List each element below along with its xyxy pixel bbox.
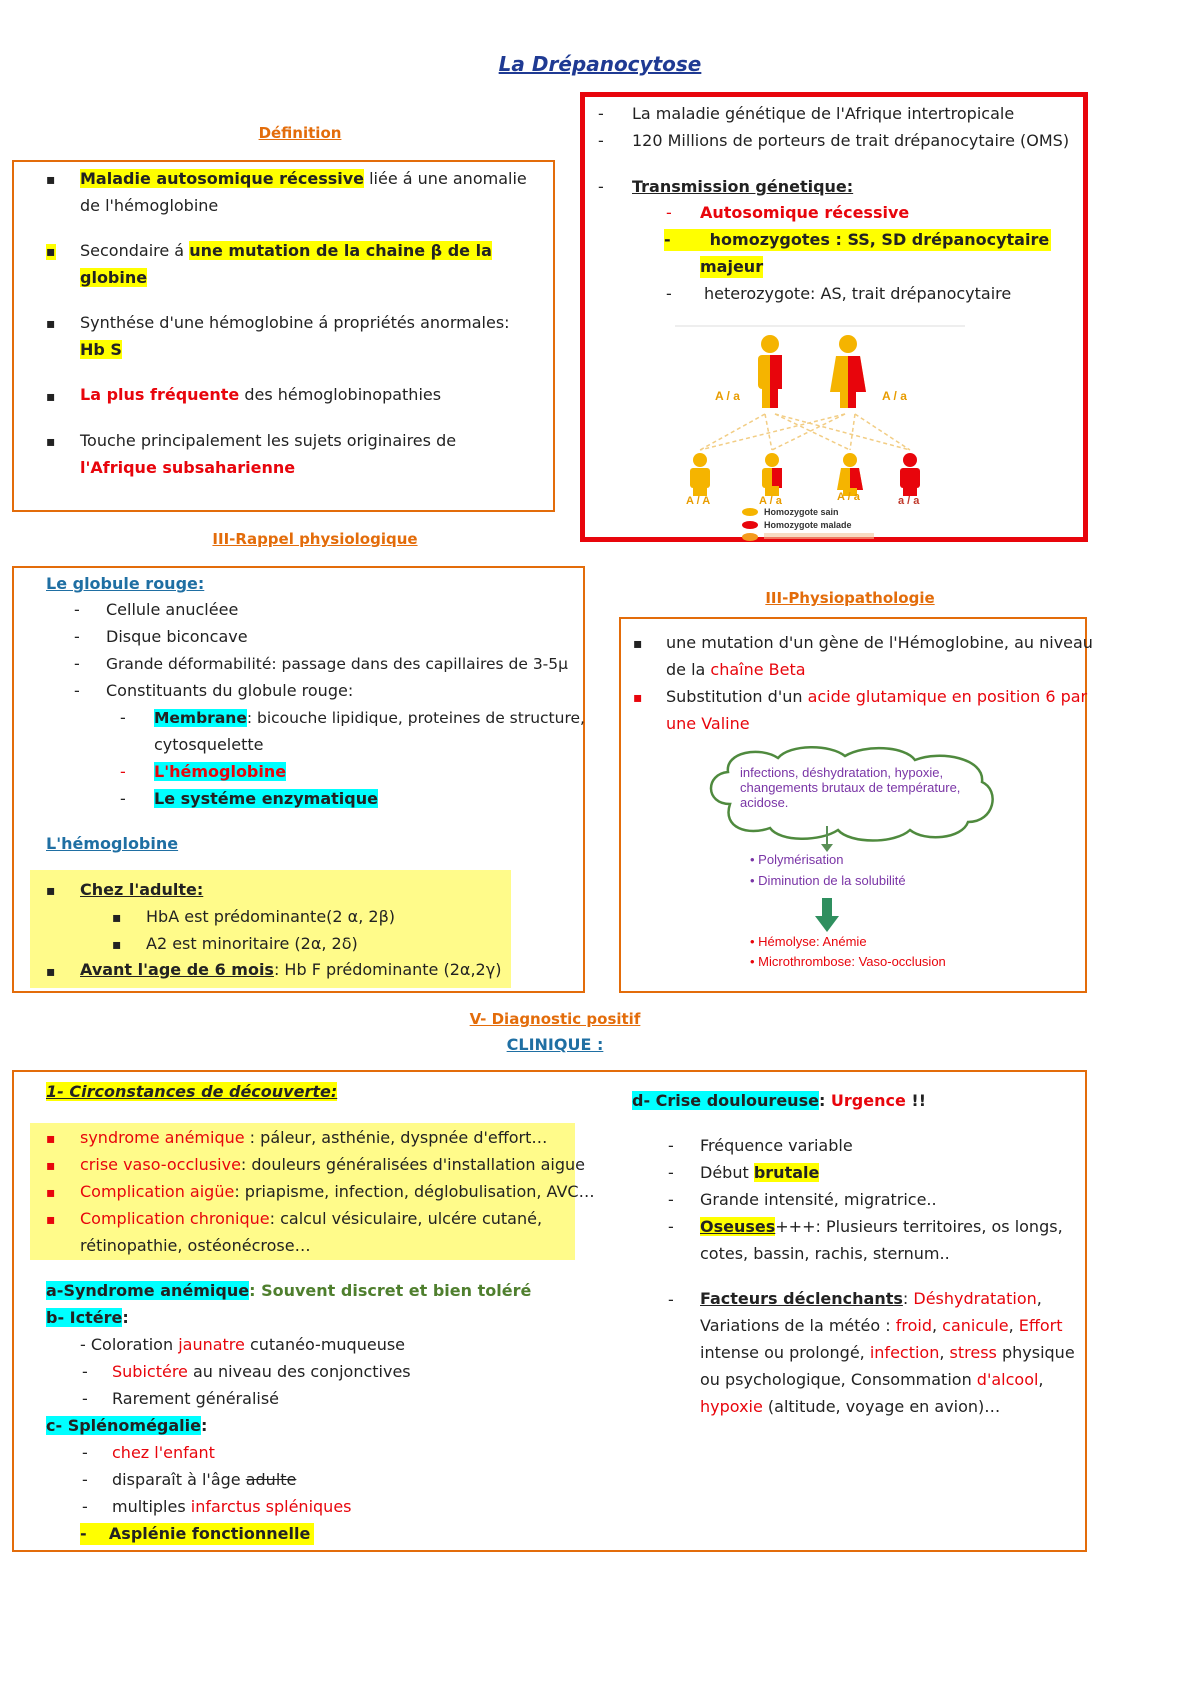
homozygotes: - homozygotes : SS, SD drépanocytaire: [664, 230, 1050, 249]
definition-heading: Définition: [258, 124, 342, 142]
parent-right-icon: [830, 335, 866, 408]
dash: -: [74, 600, 80, 619]
ictere-item: - Coloration jaunatre cutanéo-muqueuse: [80, 1335, 406, 1354]
child-carrier-icon: [762, 453, 782, 496]
child-genotype: a / a: [898, 495, 920, 507]
hemolyse: • Hémolyse: Anémie: [750, 934, 867, 949]
dash: -: [598, 104, 604, 123]
crise-item-cont: cotes, bassin, rachis, sternum..: [700, 1244, 950, 1263]
dash: -: [666, 203, 672, 222]
pp-item-1-cont: de la chaîne Beta: [666, 660, 806, 679]
crise-item: Fréquence variable: [700, 1136, 853, 1155]
bullet: ▪: [112, 910, 122, 926]
dash: -: [74, 627, 80, 646]
dash: -: [666, 284, 672, 303]
gen-line-1: La maladie génétique de l'Afrique intertropicale: [632, 104, 1015, 123]
bullet: ▪: [112, 937, 122, 953]
parent-left-icon: [758, 335, 782, 408]
parent-left-genotype: A / a: [715, 389, 740, 403]
def-item-5-cont: l'Afrique subsaharienne: [80, 458, 296, 477]
dash: -: [668, 1217, 674, 1236]
circ-item: crise vaso-occlusive: douleurs généralisées d'installation aigue: [80, 1155, 585, 1174]
dash: -: [598, 131, 604, 150]
inheritance-diagram: [670, 322, 970, 542]
bullet: ▪: [633, 690, 643, 706]
def-item-1: Maladie autosomique récessive liée á une anomalie: [80, 169, 527, 188]
def-item-2: Secondaire á une mutation de la chaine β de la: [80, 241, 492, 260]
autosomique-recessive: Autosomique récessive: [700, 203, 910, 222]
bullet: ▪: [46, 964, 56, 980]
crise-item: Grande intensité, migratrice..: [700, 1190, 937, 1209]
circ-item: syndrome anémique : páleur, asthénie, dyspnée d'effort…: [80, 1128, 548, 1147]
circonstances-title: 1- Circonstances de découverte:: [46, 1082, 338, 1101]
membrane-item: Membrane: bicouche lipidique, proteines de structure,: [154, 709, 585, 727]
bullet: ▪: [46, 1185, 56, 1201]
dash: -: [82, 1362, 88, 1381]
ictere-item: Rarement généralisé: [112, 1389, 280, 1408]
dash: -: [668, 1163, 674, 1182]
facteurs-line: Variations de la météo : froid, canicule, Effort: [700, 1316, 1063, 1335]
hemoglobine-title: L'hémoglobine: [46, 834, 179, 853]
legend-healthy: Homozygote sain: [764, 507, 839, 517]
transmission-title: Transmission génetique:: [632, 177, 854, 196]
facteurs-line: intense ou prolongé, infection, stress physique: [700, 1343, 1075, 1362]
facteurs-line: ou psychologique, Consommation d'alcool,: [700, 1370, 1044, 1389]
dash: -: [82, 1389, 88, 1408]
polymerisation: • Polymérisation: [750, 852, 844, 867]
circ-item: Complication chronique: calcul vésiculaire, ulcére cutané,: [80, 1209, 543, 1228]
legend-sick: Homozygote malade: [764, 520, 852, 530]
dash: -: [74, 681, 80, 700]
majeur: majeur: [700, 257, 764, 276]
dash: -: [82, 1443, 88, 1462]
diagnostic-heading: V- Diagnostic positif: [469, 1010, 641, 1028]
splenomegalie-title: c- Splénomégalie:: [46, 1416, 208, 1435]
gr-item: Cellule anucléee: [106, 600, 239, 619]
gr-item: Constituants du globule rouge:: [106, 681, 354, 700]
bullet: ▪: [46, 244, 56, 260]
bullet: ▪: [46, 1131, 56, 1147]
child-genotype: A / a: [759, 495, 782, 507]
a2-line: A2 est minoritaire (2α, 2δ): [146, 934, 358, 953]
membrane-cont: cytosquelette: [154, 735, 264, 754]
gr-item: Disque biconcave: [106, 627, 248, 646]
dash: -: [82, 1470, 88, 1489]
child-aa-healthy-icon: [690, 453, 710, 496]
dash: -: [668, 1136, 674, 1155]
spleno-item: chez l'enfant: [112, 1443, 215, 1462]
child-carrier-icon: [837, 453, 863, 496]
ictere-title: b- Ictére:: [46, 1308, 129, 1327]
bullet: ▪: [46, 1158, 56, 1174]
child-genotype: A / A: [686, 495, 711, 507]
bullet: ▪: [46, 1212, 56, 1228]
circ-item-cont: rétinopathie, ostéonécrose…: [80, 1236, 311, 1255]
enzymatique-item: Le systéme enzymatique: [154, 789, 378, 808]
dash: -: [668, 1190, 674, 1209]
dash: -: [74, 654, 80, 673]
bullet: ▪: [46, 389, 56, 405]
globule-rouge-title: Le globule rouge:: [46, 574, 205, 593]
dash: -: [668, 1290, 674, 1309]
crise-item: Oseuses+++: Plusieurs territoires, os longs,: [700, 1217, 1063, 1236]
microthrombose: • Microthrombose: Vaso-occlusion: [750, 954, 946, 969]
physiopath-heading: III-Physiopathologie: [765, 589, 935, 607]
crise-item: Début brutale: [700, 1163, 820, 1182]
def-item-5: Touche principalement les sujets originaires de: [80, 431, 457, 450]
heterozygote: heterozygote: AS, trait drépanocytaire: [704, 284, 1012, 303]
avant-6-mois: Avant l'age de 6 mois: Hb F prédominante (2α,2γ): [80, 960, 502, 979]
gr-item: Grande déformabilité: passage dans des capillaires de 3-5µ: [106, 655, 569, 673]
circ-item: Complication aigüe: priapisme, infection, déglobulisation, AVC…: [80, 1182, 595, 1201]
dash: -: [598, 177, 604, 196]
spleno-item: multiples infarctus spléniques: [112, 1497, 352, 1516]
hba-line: HbA est prédominante(2 α, 2β): [146, 907, 396, 926]
spleno-item: disparaît à l'âge adulte: [112, 1470, 297, 1489]
cloud-text: infections, déshydratation, hypoxie, changements brutaux de température, acidose.: [740, 765, 961, 810]
dash: -: [120, 789, 126, 808]
ictere-item: Subictére au niveau des conjonctives: [112, 1362, 411, 1381]
dash: -: [120, 762, 126, 781]
pp-item-2: Substitution d'un acide glutamique en position 6 par: [666, 687, 1088, 706]
parent-right-genotype: A / a: [882, 389, 907, 403]
gen-line-2: 120 Millions de porteurs de trait drépanocytaire (OMS): [632, 131, 1070, 150]
physio-heading: III-Rappel physiologique: [212, 530, 418, 548]
bullet: ▪: [633, 636, 643, 652]
dash: -: [120, 708, 126, 727]
child-sick-icon: [900, 453, 920, 496]
clinique-heading: CLINIQUE :: [506, 1035, 604, 1054]
diminution-solubilite: • Diminution de la solubilité: [750, 873, 906, 888]
child-genotype: A / a: [837, 491, 860, 503]
def-item-2-cont: globine: [80, 268, 148, 287]
bullet: ▪: [46, 316, 56, 332]
def-item-1-cont: de l'hémoglobine: [80, 196, 219, 215]
def-item-4: La plus fréquente des hémoglobinopathies: [80, 385, 442, 404]
facteurs-title: Facteurs déclenchants: Déshydratation,: [700, 1289, 1042, 1308]
crise-douloureuse-title: d- Crise douloureuse: Urgence !!: [632, 1091, 926, 1110]
facteurs-line: hypoxie (altitude, voyage en avion)…: [700, 1397, 1001, 1416]
hemoglobine-item: L'hémoglobine: [154, 762, 287, 781]
def-item-3-cont: Hb S: [80, 340, 122, 359]
syndrome-anemique: a-Syndrome anémique: Souvent discret et bien toléré: [46, 1281, 532, 1300]
bullet: ▪: [46, 172, 56, 188]
dash: -: [82, 1497, 88, 1516]
pp-item-1: une mutation d'un gène de l'Hémoglobine, au niveau: [666, 633, 1093, 652]
chez-adulte: Chez l'adulte:: [80, 880, 204, 899]
asplenie: - Asplénie fonctionnelle: [80, 1523, 314, 1545]
page-title: La Drépanocytose: [498, 52, 702, 76]
bullet: ▪: [46, 434, 56, 450]
pp-item-2-cont: une Valine: [666, 714, 750, 733]
bullet: ▪: [46, 883, 56, 899]
def-item-3: Synthése d'une hémoglobine á propriétés anormales:: [80, 313, 510, 332]
